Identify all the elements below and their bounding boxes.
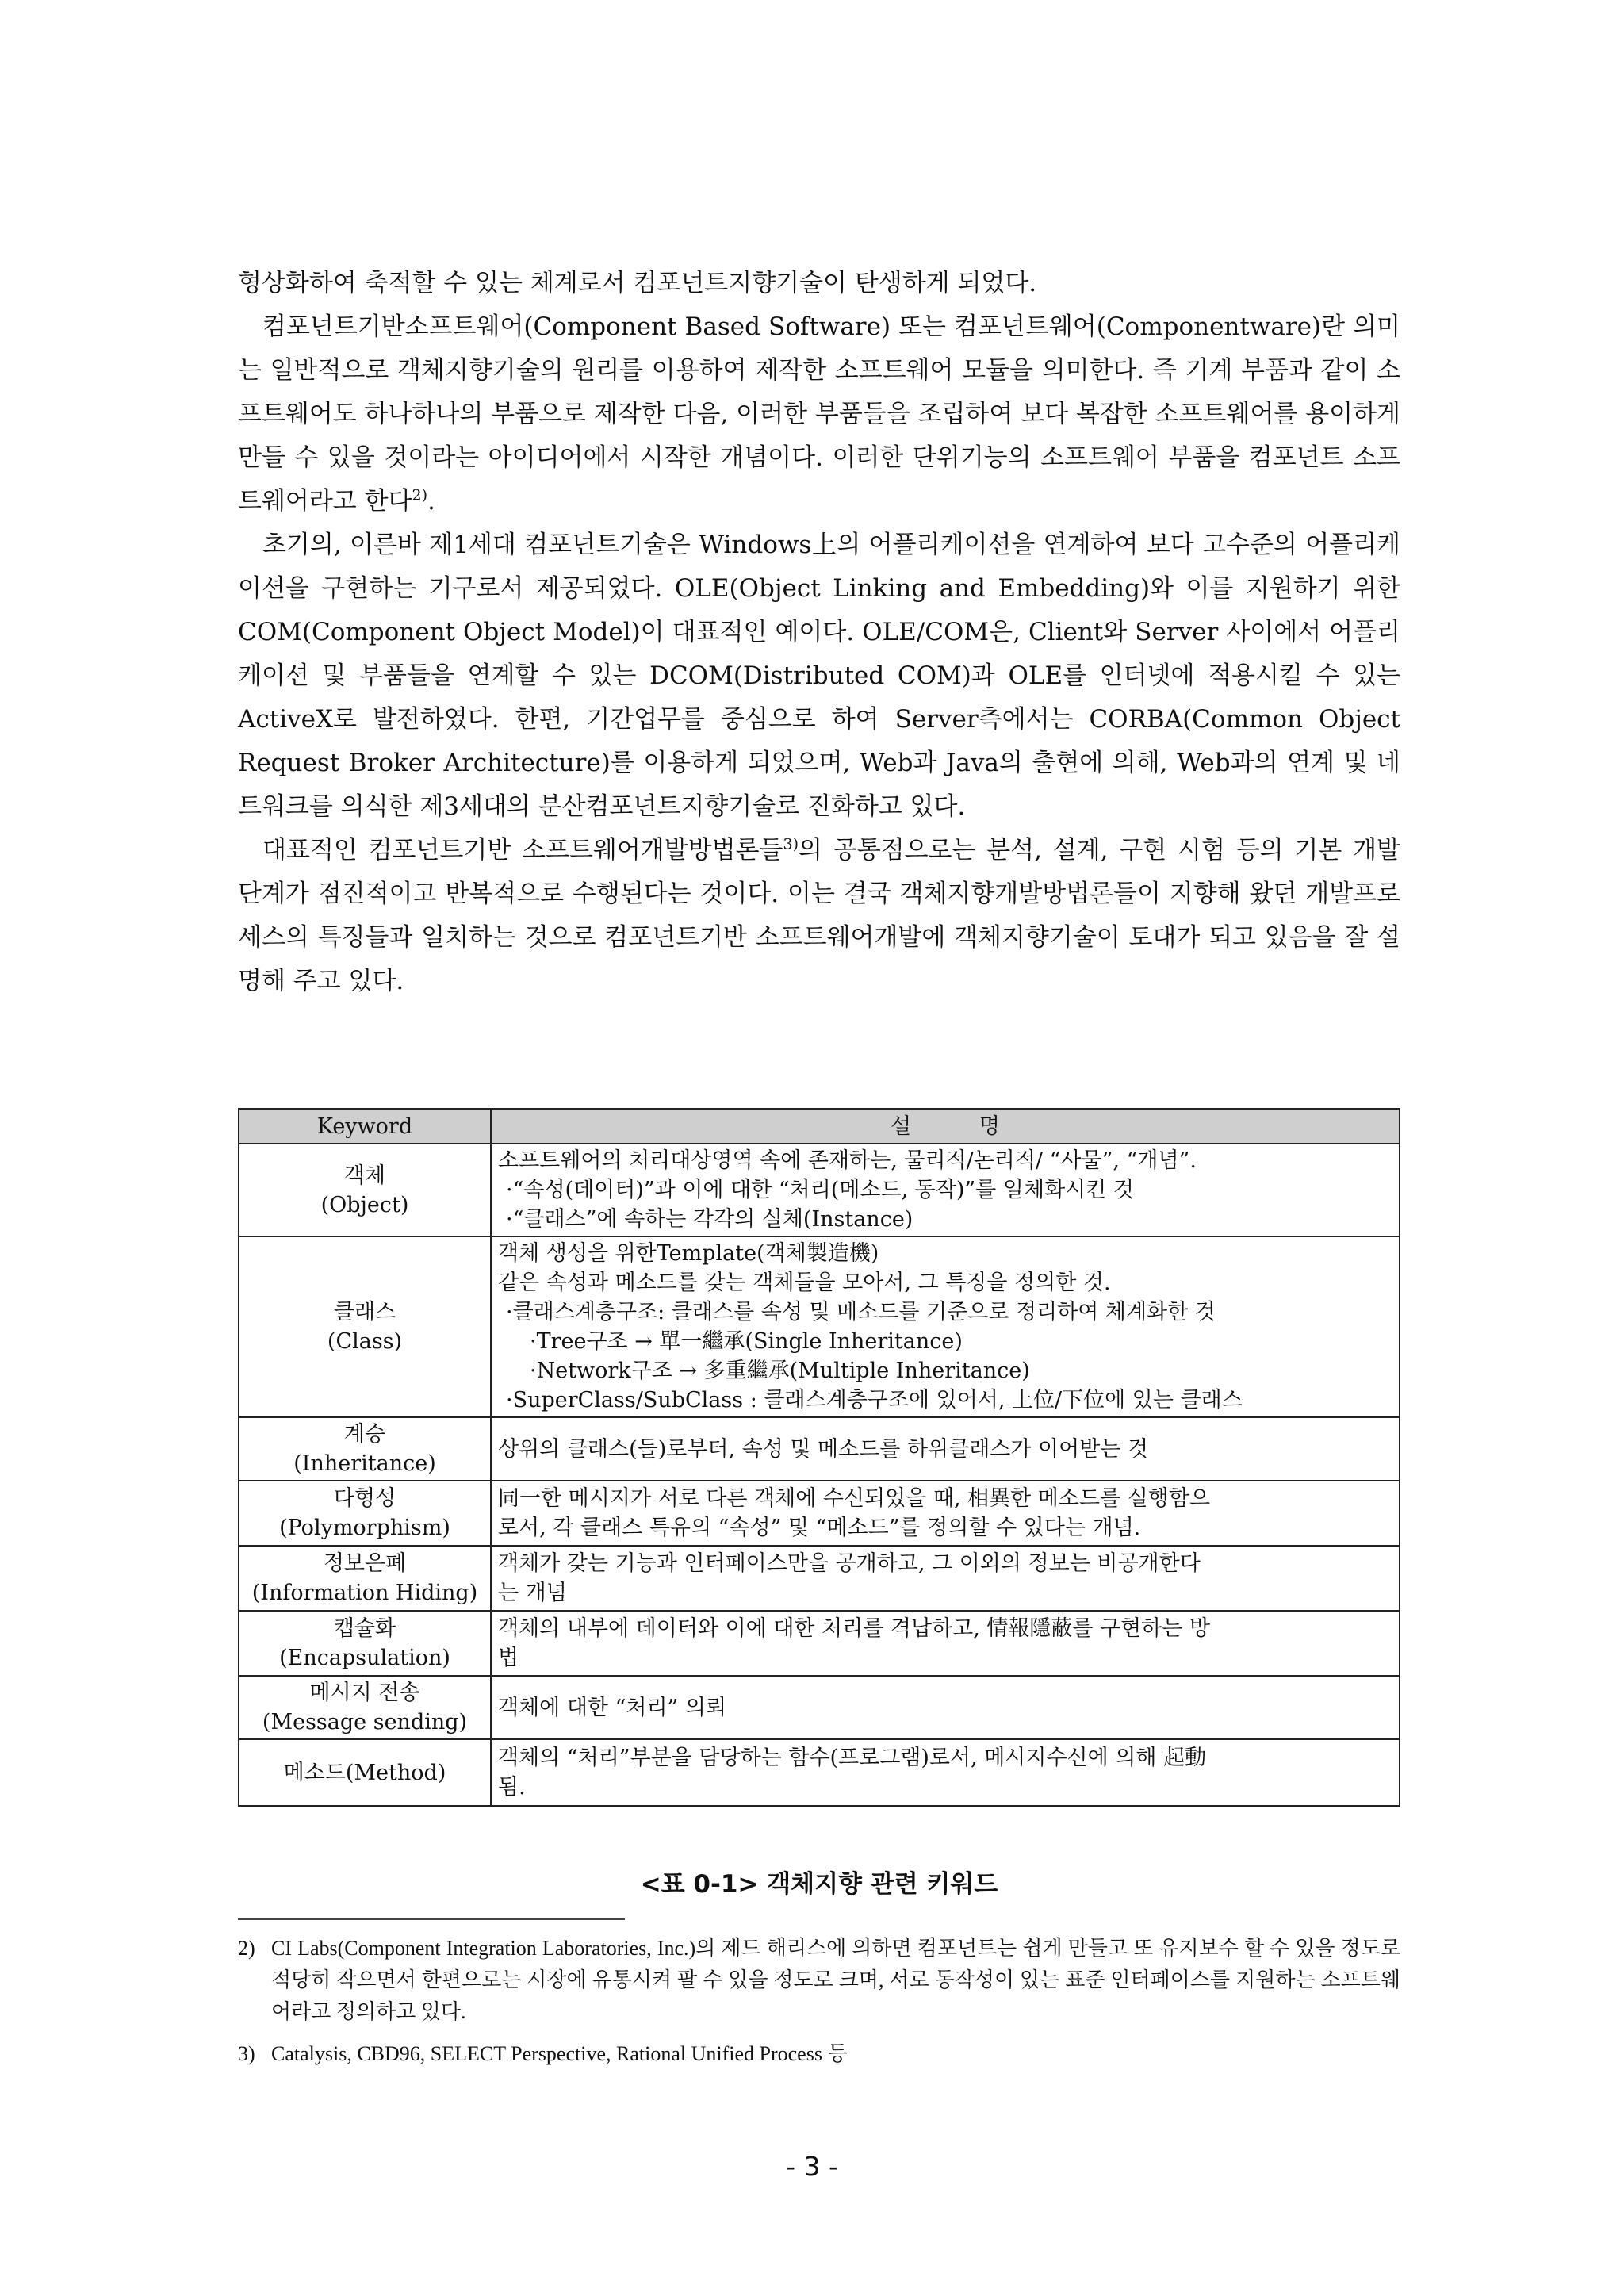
description-line: 로서, 각 클래스 특유의 “속성” 및 “메소드”를 정의할 수 있다는 개념.	[498, 1516, 1141, 1540]
footnote-text: CI Labs(Component Integration Laboratories, Inc.)의 제드 해리스에 의하면 컴포넌트는 쉽게 만들고 또 유지보수 할 수 있을 정도로 적당히 작으면서 한편으로는 시장에 유통시켜 팔 수 있을 정도로 크며, 서로 동작성이 있는 표준 인터페이스를 지원하는 소프트웨어라고 정의하고 있다.	[271, 1937, 1400, 2023]
description-line: 객체가 갖는 기능과 인터페이스만을 공개하고, 그 이외의 정보는 비공개한다	[498, 1551, 1201, 1576]
keyword-english: (Class)	[327, 1329, 403, 1354]
description-line: 상위의 클래스(들)로부터, 속성 및 메소드를 하위클래스가 이어받는 것	[498, 1436, 1149, 1462]
description-line: 됨.	[498, 1775, 526, 1800]
footnote-number: 2)	[238, 1937, 255, 1960]
description-cell	[491, 1546, 1400, 1611]
table-caption: <표 0-1> 객체지향 관련 키워드	[640, 1870, 998, 1899]
footnote-3	[238, 2038, 1400, 2070]
keyword-cell	[239, 1611, 491, 1676]
keyword-korean: 객체	[343, 1163, 386, 1188]
description-line: ·“클래스”에 속하는 각각의 실체(Instance)	[506, 1207, 914, 1232]
table-row	[239, 1611, 1400, 1676]
description-line: ·“속성(데이터)”과 이에 대한 “처리(메소드, 동작)”를 일체화시킨 것	[506, 1178, 1134, 1202]
description-line: ·Tree구조 → 單一繼承(Single Inheritance)	[530, 1329, 963, 1354]
header-keyword: Keyword	[239, 1109, 491, 1144]
table-row	[239, 1546, 1400, 1611]
footnote-number: 3)	[238, 2042, 255, 2065]
table-row	[239, 1417, 1400, 1481]
description-line: 객체의 내부에 데이터와 이에 대한 처리를 격납하고, 情報隱蔽를 구현하는 방	[498, 1616, 1211, 1641]
keyword-korean: 클래스	[333, 1300, 396, 1324]
footnote-2	[238, 1933, 1400, 2028]
description-line: 객체 생성을 위한Template(객체製造機)	[498, 1241, 879, 1266]
description-line: 객체의 “처리”부분을 담당하는 함수(프로그램)로서, 메시지수신에 의해 起動	[498, 1746, 1207, 1770]
paragraph-1: 형상화하여 축적할 수 있는 체계로서 컴포넌트지향기술이 탄생하게 되었다.	[238, 269, 1037, 297]
description-line: ·SuperClass/SubClass : 클래스계층구조에 있어서, 上位/下位에 있는 클래스	[506, 1388, 1243, 1412]
keyword-english: (Information Hiding)	[251, 1581, 478, 1605]
keyword-cell	[239, 1144, 491, 1236]
footnote-divider	[238, 1918, 625, 1920]
keyword-cell	[239, 1676, 491, 1739]
description-cell	[491, 1144, 1400, 1236]
table-row	[239, 1144, 1400, 1236]
footnote-ref-3[interactable]: 3)	[783, 835, 799, 853]
header-description: 설 명	[491, 1109, 1400, 1144]
keyword-english: (Inheritance)	[293, 1451, 436, 1476]
description-cell	[491, 1481, 1400, 1546]
keyword-korean: 메시지 전송	[309, 1681, 420, 1705]
paragraph-3: 초기의, 이른바 제1세대 컴포넌트기술은 Windows上의 어플리케이션을 연계하여 보다 고수준의 어플리케이션을 구현하는 기구로서 제공되었다. OLE(Object Linking and Embedding)와 이를 지원하기 위한 COM(Component Object Model)이 대표적인 예이다. OLE/COM은, Client와 Server 사이에서 어플리케이션 및 부품들을 연계할 수 있는 DCOM(Distributed COM)과 OLE를 인터넷에 적용시킬 수 있는 ActiveX로 발전하였다. 한편, 기간업무를 중심으로 하여 Server측에서는 CORBA(Common Object Request Broker Architecture)를 이용하게 되었으며, Web과 Java의 출현에 의해, Web과의 연계 및 네트워크를 의식한 제3세대의 분산컴포넌트지향기술로 진화하고 있다.	[238, 531, 1400, 821]
keyword-cell	[239, 1739, 491, 1806]
table-row	[239, 1481, 1400, 1546]
paragraph-2: 컴포넌트기반소프트웨어(Component Based Software) 또는 컴포넌트웨어(Componentware)란 의미는 일반적으로 객체지향기술의 원리를 이용하여 제작한 소프트웨어 모듈을 의미한다. 즉 기계 부품과 같이 소프트웨어도 하나하나의 부품으로 제작한 다음, 이러한 부품들을 조립하여 보다 복잡한 소프트웨어를 용이하게 만들 수 있을 것이라는 아이디어에서 시작한 개념이다. 이러한 단위기능의 소프트웨어 부품을 컴포넌트 소프트웨어라고 한다$^{2)}$.	[238, 312, 1400, 516]
keyword-korean: 정보은폐	[323, 1551, 407, 1576]
description-cell	[491, 1739, 1400, 1806]
description-line: 는 개념	[498, 1581, 567, 1605]
paragraph-4: 대표적인 컴포넌트기반 소프트웨어개발방법론들$^{3)}$의 공통점으로는 분석, 설계, 구현 시험 등의 기본 개발 단계가 점진적이고 반복적으로 수행된다는 것이다. 이는 결국 객체지향개발방법론들이 지향해 왔던 개발프로세스의 특징들과 일치하는 것으로 컴포넌트기반 소프트웨어개발에 객체지향기술이 토대가 되고 있음을 잘 설명해 주고 있다.	[238, 835, 1401, 995]
keyword-english: (Polymorphism)	[279, 1516, 450, 1540]
keyword-cell	[239, 1546, 491, 1611]
table-body	[239, 1144, 1400, 1806]
body-text	[238, 262, 1400, 1003]
footnote-ref-2[interactable]: 2)	[412, 486, 427, 504]
keyword-korean: 캡슐화	[333, 1616, 396, 1641]
page-number: - 3 -	[786, 2151, 838, 2182]
description-line: 同一한 메시지가 서로 다른 객체에 수신되었을 때, 相異한 메소드를 실행함으	[498, 1486, 1211, 1511]
table-row	[239, 1676, 1400, 1739]
table-header-row	[239, 1109, 1400, 1144]
keyword-korean: 다형성	[333, 1486, 396, 1511]
keyword-english: (Encapsulation)	[279, 1646, 450, 1670]
keyword-table	[238, 1108, 1400, 1807]
keyword-cell	[239, 1417, 491, 1481]
description-line: ·Network구조 → 多重繼承(Multiple Inheritance)	[530, 1359, 1030, 1383]
description-cell	[491, 1676, 1400, 1739]
footnote-text: Catalysis, CBD96, SELECT Perspective, Rational Unified Process 등	[271, 2042, 848, 2065]
table-row	[239, 1739, 1400, 1806]
description-line: 같은 속성과 메소드를 갖는 객체들을 모아서, 그 특징을 정의한 것.	[498, 1271, 1111, 1295]
keyword-korean: 계승	[343, 1422, 386, 1447]
description-cell	[491, 1611, 1400, 1676]
keyword-cell	[239, 1236, 491, 1417]
description-line: 법	[498, 1646, 519, 1670]
description-line: ·클래스계층구조: 클래스를 속성 및 메소드를 기준으로 정리하여 체계화한 것	[506, 1300, 1216, 1324]
description-line: 소프트웨어의 처리대상영역 속에 존재하는, 물리적/논리적/ “사물”, “개념”.	[498, 1148, 1197, 1173]
keyword-korean: 메소드(Method)	[283, 1760, 446, 1785]
description-cell	[491, 1236, 1400, 1417]
description-cell	[491, 1417, 1400, 1481]
keyword-english: (Object)	[320, 1192, 409, 1217]
table-row	[239, 1236, 1400, 1417]
description-line: 객체에 대한 “처리” 의뢰	[498, 1695, 727, 1720]
keyword-english: (Message sending)	[262, 1710, 468, 1734]
keyword-cell	[239, 1481, 491, 1546]
